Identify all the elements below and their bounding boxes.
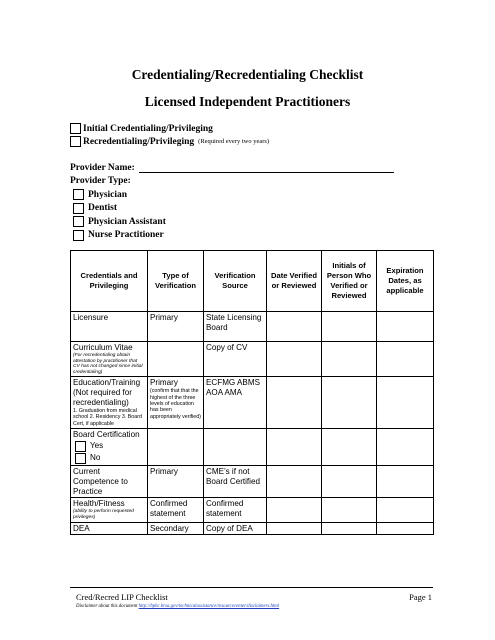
recred-note: (Required every two years) xyxy=(198,138,270,145)
cell-expiration[interactable] xyxy=(377,377,434,429)
table-row-licensure xyxy=(71,312,434,342)
cell-expiration[interactable] xyxy=(377,498,434,522)
cell-credential xyxy=(71,429,148,466)
cell-date[interactable] xyxy=(267,498,322,522)
cell-initials[interactable] xyxy=(322,342,377,377)
provider-type-label: Provider Type: xyxy=(70,176,131,186)
cell-type: Primary xyxy=(148,465,204,498)
physician-assistant-checkbox[interactable] xyxy=(73,216,84,227)
cell-source: Copy of CV xyxy=(204,342,267,377)
type-label: Physician xyxy=(88,189,128,200)
education-type-note: (confirm that that the highest of the three levels of education has been appropriately verified) xyxy=(150,388,201,420)
disclaimer-text: Disclaimer about this document xyxy=(76,604,138,609)
cell-initials[interactable] xyxy=(322,377,377,429)
cell-type: Confirmed statement xyxy=(148,498,204,522)
cell-credential: Licensure xyxy=(71,312,148,342)
footer-page-number: Page 1 xyxy=(409,592,432,602)
header-type: Type of Verification xyxy=(148,251,204,312)
cell-type xyxy=(148,377,204,429)
cell-source: Copy of DEA xyxy=(204,522,267,535)
cell-date[interactable] xyxy=(267,312,322,342)
cell-source: CME’s if not Board Certified xyxy=(204,465,267,498)
initial-label: Initial Credentialing/Privileging xyxy=(83,123,213,134)
footer-document-name: Cred/Recred LIP Checklist xyxy=(76,592,168,602)
nurse-practitioner-checkbox[interactable] xyxy=(73,230,84,241)
board-no-checkbox[interactable] xyxy=(75,453,86,464)
header-source: Verification Source xyxy=(204,251,267,312)
board-label: Board Certification xyxy=(73,430,140,440)
cell-date[interactable] xyxy=(267,377,322,429)
cell-type: Secondary xyxy=(148,522,204,535)
provider-name-label: Provider Name: xyxy=(70,163,135,173)
board-yes-checkbox[interactable] xyxy=(75,441,86,452)
table-row-dea xyxy=(71,522,434,535)
checklist-table xyxy=(70,250,434,535)
cell-source: State Licensing Board xyxy=(204,312,267,342)
education-label: Education/Training (Not required for recredentialing) xyxy=(73,378,141,408)
cell-credential xyxy=(71,377,148,429)
cell-expiration[interactable] xyxy=(377,429,434,466)
cell-date[interactable] xyxy=(267,522,322,535)
cell-initials[interactable] xyxy=(322,429,377,466)
type-label: Physician Assistant xyxy=(88,216,166,227)
cell-date[interactable] xyxy=(267,342,322,377)
type-label: Dentist xyxy=(88,203,118,214)
health-label: Health/Fitness xyxy=(73,499,125,509)
cell-initials[interactable] xyxy=(322,498,377,522)
cell-expiration[interactable] xyxy=(377,312,434,342)
cell-credential xyxy=(71,342,148,377)
table-row-board xyxy=(71,429,434,466)
cell-expiration[interactable] xyxy=(377,522,434,535)
recredentialing-option[interactable] xyxy=(70,136,269,147)
education-type: Primary xyxy=(150,378,178,388)
board-no-option[interactable] xyxy=(73,453,145,464)
cell-initials[interactable] xyxy=(322,465,377,498)
health-note: (ability to perform requested privileges) xyxy=(73,509,134,520)
cell-initials[interactable] xyxy=(322,312,377,342)
board-yes-label: Yes xyxy=(90,441,104,451)
physician-checkbox[interactable] xyxy=(73,189,84,200)
type-option-dentist[interactable] xyxy=(73,202,166,216)
type-option-nurse-practitioner[interactable] xyxy=(73,229,166,243)
table-row-competence xyxy=(71,465,434,498)
provider-name-field[interactable] xyxy=(139,163,394,173)
header-expiration: Expiration Dates, as applicable xyxy=(377,251,434,312)
initial-credentialing-option[interactable] xyxy=(70,123,213,134)
header-initials: Initials of Person Who Verified or Reviewed xyxy=(322,251,377,312)
cell-expiration[interactable] xyxy=(377,465,434,498)
cv-note: (For recredentialing obtain attestation by practitioner that CV has not changed since initial credentialing) xyxy=(73,352,143,375)
education-items: 1. Graduation from medical school 2. Residency 3. Board Cert, if applicable xyxy=(73,408,142,427)
cell-credential: DEA xyxy=(71,522,148,535)
dentist-checkbox[interactable] xyxy=(73,203,84,214)
header-date: Date Verified or Reviewed xyxy=(267,251,322,312)
board-no-label: No xyxy=(90,453,101,463)
cell-type: Primary xyxy=(148,312,204,342)
initial-checkbox[interactable] xyxy=(70,123,81,134)
cell-source: ECFMG ABMS AOA AMA xyxy=(204,377,267,429)
disclaimer-link[interactable]: http://bphc.hrsa.gov/technicalassistance/resourcecenter/disclaimers.html xyxy=(138,604,280,609)
provider-name-row xyxy=(70,163,394,173)
cv-label: Curriculum Vitae xyxy=(73,343,133,352)
cell-date[interactable] xyxy=(267,465,322,498)
table-row-cv xyxy=(71,342,434,377)
type-label: Nurse Practitioner xyxy=(88,230,164,241)
cell-initials[interactable] xyxy=(322,522,377,535)
cell-expiration[interactable] xyxy=(377,342,434,377)
type-option-physician[interactable] xyxy=(73,188,166,202)
document-title: Credentialing/Recredentialing Checklist xyxy=(131,67,364,82)
type-option-physician-assistant[interactable] xyxy=(73,215,166,229)
cell-source: Confirmed statement xyxy=(204,498,267,522)
cell-source xyxy=(204,429,267,466)
cell-type xyxy=(148,429,204,466)
provider-type-list xyxy=(73,188,166,242)
footer-divider xyxy=(70,587,433,588)
table-header-row xyxy=(71,251,434,312)
board-yes-option[interactable] xyxy=(73,441,145,452)
cell-date[interactable] xyxy=(267,429,322,466)
table-row-education xyxy=(71,377,434,429)
table-row-health xyxy=(71,498,434,522)
cell-credential xyxy=(71,498,148,522)
document-subtitle: Licensed Independent Practitioners xyxy=(144,94,351,109)
cell-type xyxy=(148,342,204,377)
header-credentials: Credentials and Privileging xyxy=(71,251,148,312)
footer-disclaimer xyxy=(76,604,279,609)
recred-label: Recredentialing/Privileging xyxy=(83,136,195,147)
recred-checkbox[interactable] xyxy=(70,136,81,147)
cell-credential: Current Competence to Practice xyxy=(71,465,148,498)
